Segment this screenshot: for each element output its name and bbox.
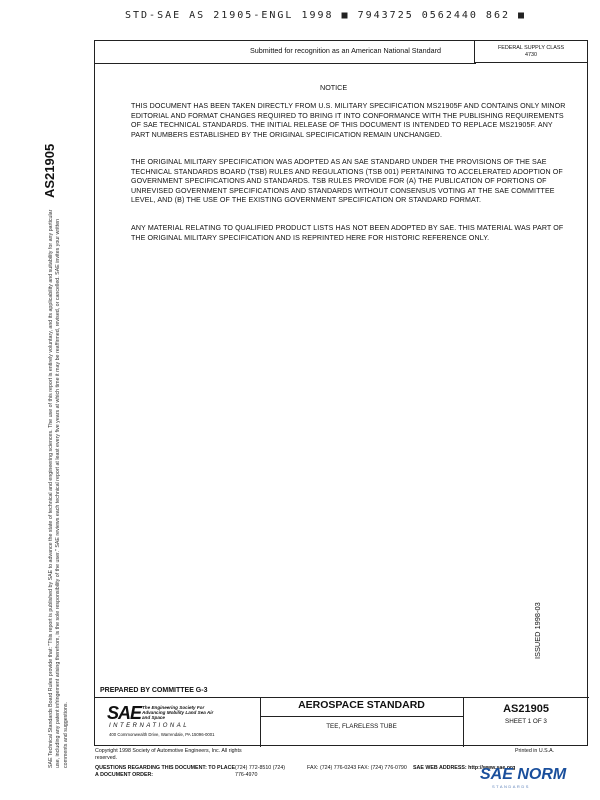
title-block-divider [260,716,463,717]
document-number: AS21905 [503,703,549,715]
copyright: Copyright 1998 Society of Automotive Engineers, Inc. All rights reserved. [95,748,242,761]
sae-tagline: The Engineering Society For Advancing Mobility Land Sea Air and Space [142,705,214,721]
fsc-value: 4730 [525,52,537,58]
notice-paragraph: THIS DOCUMENT HAS BEEN TAKEN DIRECTLY FROM U.S. MILITARY SPECIFICATION MS21905F AND CONTAINS ONLY MINOR EDITORIAL AND FORMAT CHANGES REQUIRED TO BRING IT INTO CONFORMANCE WITH THE PUBLISHING REQUIREMENTS OF SAE TECHNICAL STANDARDS. THE INITIAL RELEASE OF THIS DOCUMENT IS INTENDED TO REPLACE MS21905F. ANY PART NUMBERS ESTABLISHED BY THE ORIGINAL SPECIFICATION REMAIN UNCHANGED. [131,102,566,139]
recognition-line: Submitted for recognition as an American National Standard [250,46,441,55]
prepared-by: PREPARED BY COMMITTEE G-3 [100,687,208,694]
title-block [95,685,589,747]
watermark-brand: SAE NORM [480,766,567,783]
sae-international: INTERNATIONAL [109,723,190,729]
header-rule [95,63,476,64]
sae-address: 400 Commonwealth Drive, Warrendale, PA 15096-0001 [109,732,215,737]
header-code: STD-SAE AS 21905-ENGL 1998 ■ 7943725 0562440 862 ■ [125,10,527,21]
title-block-rule [95,697,589,698]
watermark-sub: STANDARDS [492,784,530,789]
vertical-doc-number-text: AS21905 [42,143,57,198]
document-frame [94,40,588,746]
notice-paragraph: ANY MATERIAL RELATING TO QUALIFIED PRODUCT LISTS HAS NOT BEEN ADOPTED BY SAE. THIS MATERIAL WAS PART OF THE ORIGINAL MILITARY SPECIFICATION AND IS REPRINTED HERE FOR HISTORIC REFERENCE ONLY. [131,224,564,242]
standard-type: AEROSPACE STANDARD [298,699,425,711]
printed-in: Printed in U.S.A. [515,748,555,754]
vertical-doc-number [42,143,72,198]
federal-supply-class-box [474,41,587,63]
sae-logo [107,701,257,741]
fsc-label: FEDERAL SUPPLY CLASS [497,45,565,51]
phone-numbers: (724) 772-8510 (724) 776-4970 [235,765,286,778]
questions-label: QUESTIONS REGARDING THIS DOCUMENT: TO PLACE A DOCUMENT ORDER: [95,765,235,778]
sheet-number: SHEET 1 OF 3 [505,718,547,725]
sae-norm-watermark [480,766,566,789]
fax-numbers: FAX: (724) 776-0243 FAX: (724) 776-0790 [307,765,407,771]
document-title: TEE, FLARELESS TUBE [326,723,397,730]
notice-paragraph: THE ORIGINAL MILITARY SPECIFICATION WAS ADOPTED AS AN SAE STANDARD UNDER THE PROVISIONS OF THE SAE TECHNICAL STANDARDS BOARD (TSB) RULES AND REGULATIONS (TSB 001) PERTAINING TO ACCELERATED ADOPTION OF GOVERNMENT SPECIFICATIONS AND STANDARDS. TSB RULES PROVIDE FOR (A) THE PUBLICATION OF PORTIONS OF UNREVISED GOVERNMENT SPECIFICATIONS AND STANDARDS WITHOUT CONSENSUS VOTING AT THE SAE COMMITTEE LEVEL, AND (B) THE USE OF THE EXISTING GOVERNMENT SPECIFICATION OR STANDARD FORMAT. [131,158,563,205]
web-address[interactable]: SAE WEB ADDRESS: http://www.sae.org [413,765,516,771]
sae-logo-mark: SAE [107,703,142,723]
sidebar-legal-note: SAE Technical Standards Board Rules provide that: "This report is published by SAE to advance the state of technical and engineering sciences. The use of this report is entirely voluntary, and its applicability and suitability for any particular use, including any patent infringement arising therefrom, is the sole responsibility of the user." SAE reviews each technical report at least every five years at which time it may be reaffirmed, revised, or cancelled. SAE invites your written comments and suggestions. [48,209,69,768]
notice-title: NOTICE [320,83,348,92]
issued-date: ISSUED 1998-03 [533,602,542,659]
